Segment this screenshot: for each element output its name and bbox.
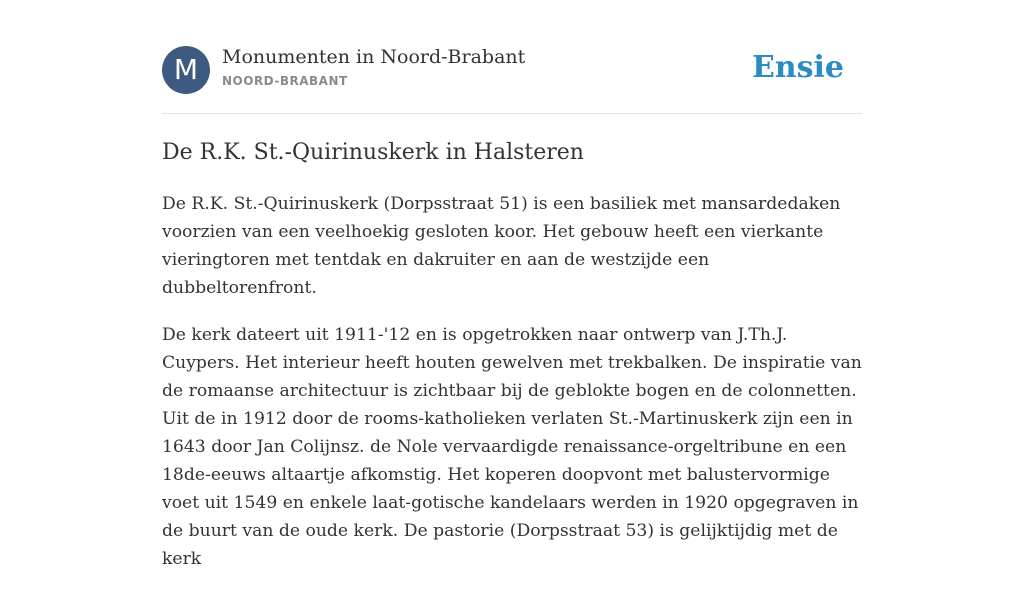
publication-subtitle: NOORD-BRABANT (222, 74, 348, 88)
avatar[interactable]: M (162, 46, 210, 94)
article-body (162, 190, 862, 592)
header-divider (162, 113, 862, 114)
article-paragraph: De R.K. St.-Quirinuskerk (Dorpsstraat 51) is een basiliek met mansardedaken voorzien van een veelhoekig gesloten koor. Het gebouw heeft een vierkante vieringtoren met tentdak en dakruiter en aan de westzijde een dubbeltorenfront. (162, 194, 841, 298)
publication-title[interactable]: Monumenten in Noord-Brabant (222, 46, 526, 68)
article-paragraph: De kerk dateert uit 1911-'12 en is opgetrokken naar ontwerp van J.Th.J. Cuypers. Het interieur heeft houten gewelven met trekbalken. De inspiratie van de romaanse architectuur is zichtbaar bij de geblokte bogen en de colonnetten. Uit de in 1912 door de rooms-katholieken verlaten St.-Martinuskerk zijn een in 1643 door Jan Colijnsz. de Nole vervaardigde renaissance-orgeltribune en een 18de-eeuws altaartje afkomstig. Het koperen doopvont met balustervormige voet uit 1549 en enkele laat-gotische kandelaars werden in 1920 opgegraven in de buurt van de oude kerk. De pastorie (Dorpsstraat 53) is gelijktijdig met de kerk (162, 325, 862, 569)
ensie-logo[interactable]: Ensie (751, 50, 844, 85)
article-title: De R.K. St.-Quirinuskerk in Halsteren (162, 140, 584, 165)
publication-header (162, 46, 862, 96)
